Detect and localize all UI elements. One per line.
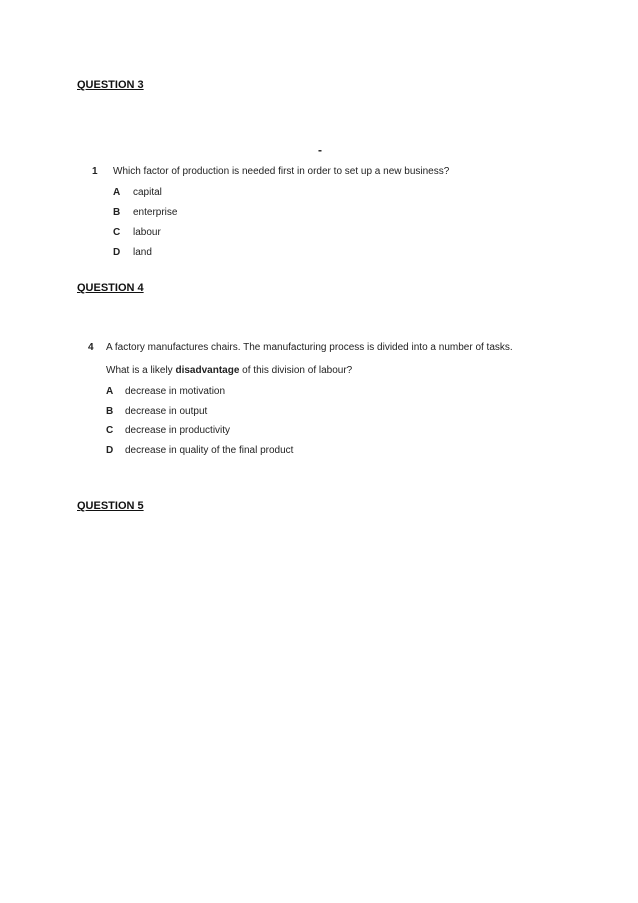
option-text: decrease in productivity — [125, 425, 231, 436]
option-letter: D — [113, 247, 121, 258]
option-text: labour — [133, 227, 161, 238]
option-text: enterprise — [133, 207, 178, 218]
option-letter: B — [106, 406, 114, 417]
question-1-number: 1 — [92, 166, 98, 177]
option-letter: A — [113, 187, 121, 198]
question-1-text: Which factor of production is needed first in order to set up a new business? — [113, 166, 450, 177]
option-text: decrease in quality of the final product — [125, 445, 294, 456]
option-letter: C — [113, 227, 121, 238]
option-letter: C — [106, 425, 114, 436]
option-text: land — [133, 247, 152, 258]
question-5-heading: QUESTION 5 — [77, 500, 144, 512]
dash-mark: - — [318, 143, 322, 157]
question-4-heading: QUESTION 4 — [77, 282, 144, 294]
prompt-text-after: of this division of labour? — [239, 365, 353, 376]
question-4-prompt — [106, 365, 352, 376]
option-letter: B — [113, 207, 121, 218]
question-4-text: A factory manufactures chairs. The manufacturing process is divided into a number of tasks. — [106, 342, 513, 353]
option-text: decrease in motivation — [125, 386, 226, 397]
prompt-bold-word: disadvantage — [175, 365, 240, 376]
question-4-number: 4 — [88, 342, 94, 353]
option-letter: A — [106, 386, 114, 397]
option-text: decrease in output — [125, 406, 208, 417]
question-3-heading: QUESTION 3 — [77, 79, 144, 91]
option-letter: D — [106, 445, 114, 456]
option-text: capital — [133, 187, 162, 198]
prompt-text-before: What is a likely — [106, 365, 176, 376]
